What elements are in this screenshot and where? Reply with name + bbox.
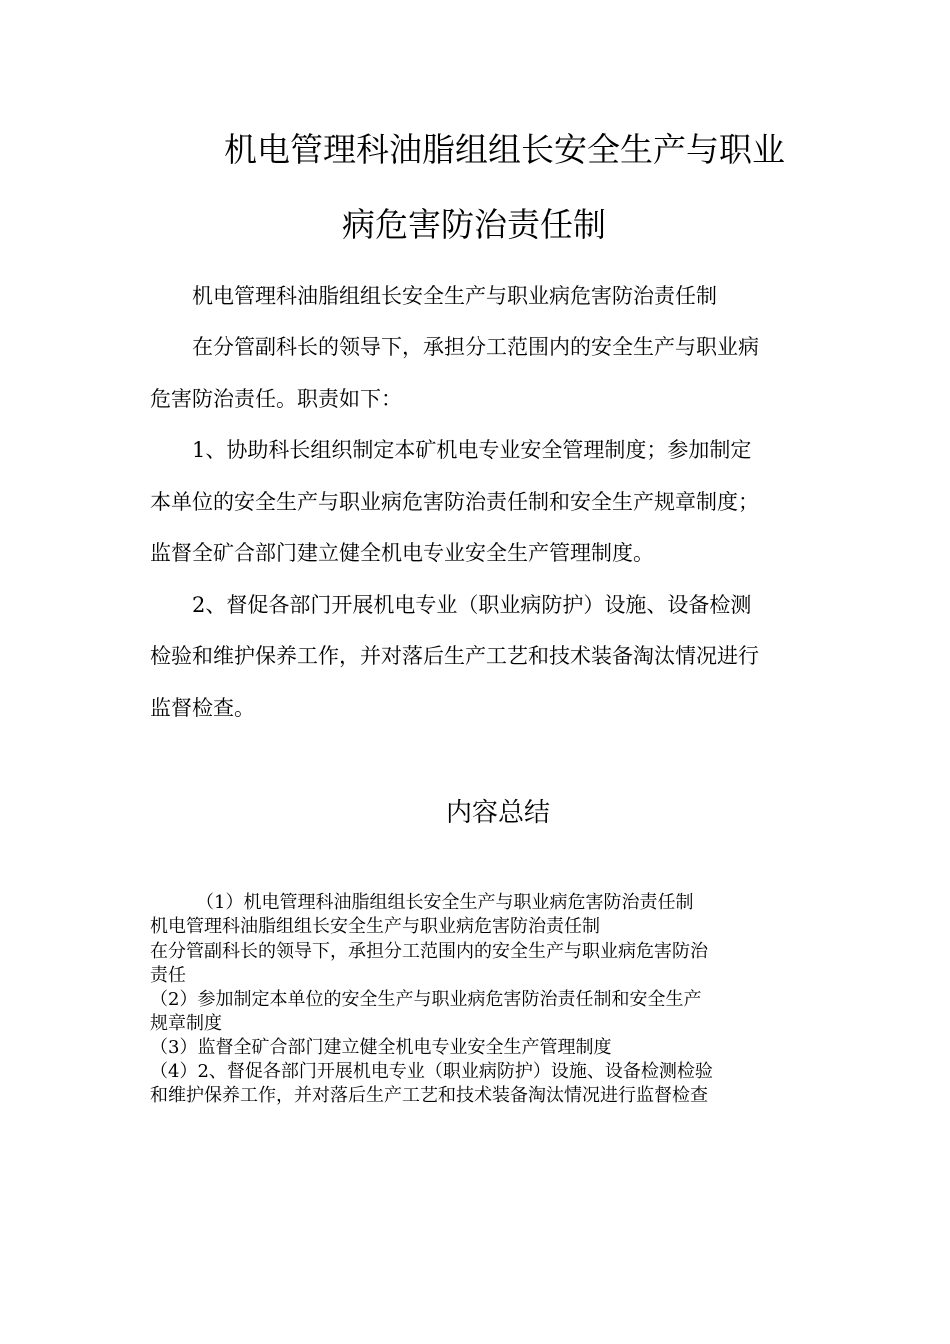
- title-line-1: 机电管理科油脂组组长安全生产与职业: [224, 130, 785, 169]
- body-line-8: 检验和维护保养工作，并对落后生产工艺和技术装备淘汰情况进行: [150, 644, 759, 668]
- summary-line-6: 规章制度: [150, 1013, 222, 1034]
- summary-heading: 内容总结: [446, 798, 551, 828]
- summary-line-4: 责任: [150, 965, 186, 986]
- summary-line-7: （3）监督全矿合部门建立健全机电专业安全生产管理制度: [150, 1037, 612, 1058]
- body-line-3: 危害防治责任。职责如下：: [150, 387, 402, 411]
- body-line-6: 监督全矿合部门建立健全机电专业安全生产管理制度。: [150, 541, 654, 565]
- summary-line-9: 和维护保养工作，并对落后生产工艺和技术装备淘汰情况进行监督检查: [150, 1085, 708, 1106]
- body-line-7: 2、督促各部门开展机电专业（职业病防护）设施、设备检测: [192, 593, 752, 617]
- body-line-9: 监督检查。: [150, 696, 255, 720]
- body-line-4: 1、协助科长组织制定本矿机电专业安全管理制度；参加制定: [192, 438, 752, 462]
- summary-line-8: （4）2、督促各部门开展机电专业（职业病防护）设施、设备检测检验: [150, 1061, 713, 1082]
- body-line-1: 机电管理科油脂组组长安全生产与职业病危害防治责任制: [192, 284, 717, 308]
- body-line-2: 在分管副科长的领导下，承担分工范围内的安全生产与职业病: [192, 335, 759, 359]
- summary-line-2: 机电管理科油脂组组长安全生产与职业病危害防治责任制: [150, 916, 600, 937]
- title-line-2: 病危害防治责任制: [342, 205, 606, 244]
- body-line-5: 本单位的安全生产与职业病危害防治责任制和安全生产规章制度；: [150, 490, 759, 514]
- summary-line-3: 在分管副科长的领导下，承担分工范围内的安全生产与职业病危害防治: [150, 941, 708, 962]
- summary-line-5: （2）参加制定本单位的安全生产与职业病危害防治责任制和安全生产: [150, 989, 702, 1010]
- summary-line-1: （1）机电管理科油脂组组长安全生产与职业病危害防治责任制: [196, 892, 694, 913]
